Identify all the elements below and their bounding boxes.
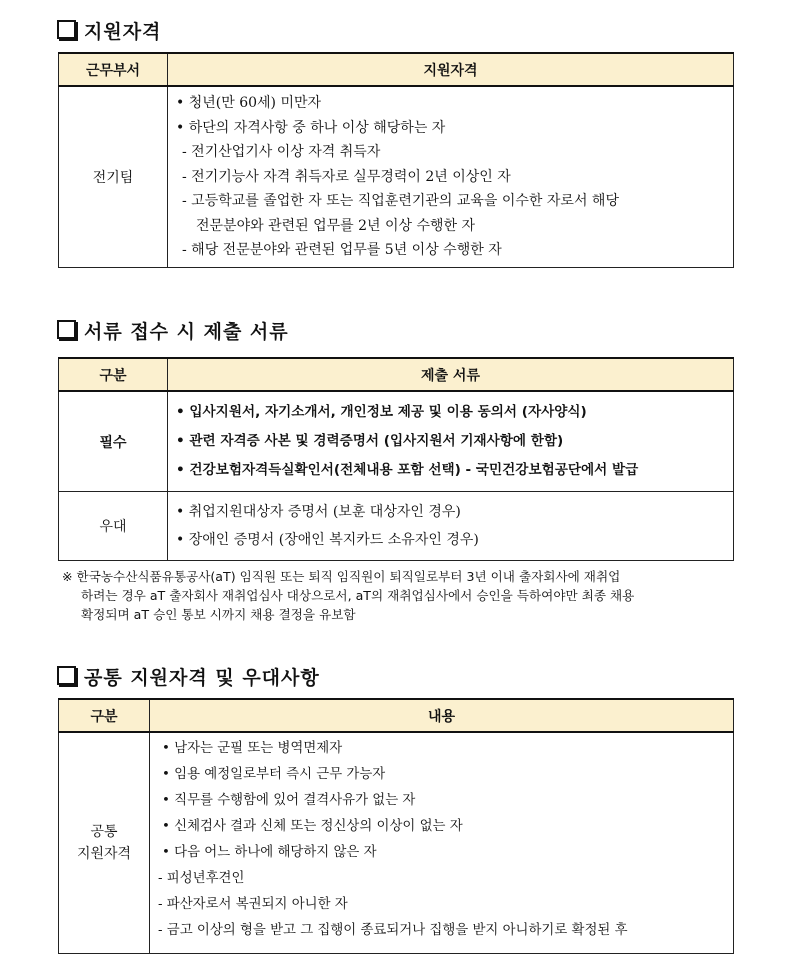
table-header-row <box>59 358 734 391</box>
list-item: • 직무를 수행함에 있어 결격사유가 없는 자 <box>162 793 416 808</box>
section-title-text: 서류 접수 시 제출 서류 <box>84 321 289 343</box>
preferred-docs-cell <box>168 492 734 561</box>
list-item: • 남자는 군필 또는 병역면제자 <box>162 741 343 756</box>
list-item: • 건강보험자격득실확인서(전체내용 포함 선택) - 국민건강보험공단에서 발급 <box>176 462 639 478</box>
common-content-cell <box>150 732 734 954</box>
checkbox-square-icon <box>57 20 76 39</box>
reemployment-note <box>62 567 634 624</box>
list-item: • 입사지원서, 자기소개서, 개인정보 제공 및 이용 동의서 (자사양식) <box>176 404 587 420</box>
list-item: • 하단의 자격사항 중 하나 이상 해당하는 자 <box>176 119 446 136</box>
col-header-content: 내용 <box>150 699 734 732</box>
checkbox-square-icon <box>57 320 76 339</box>
note-line: ※ 한국농수산식품유통공사(aT) 임직원 또는 퇴직 임직원이 퇴직일로부터 3년 이내 출자회사에 재취업 <box>62 569 621 584</box>
table-row <box>59 86 734 268</box>
required-docs-cell <box>168 391 734 492</box>
col-header-qualification: 지원자격 <box>168 53 734 86</box>
list-item: - 전기산업기사 이상 자격 취득자 <box>182 144 381 161</box>
qualification-cell <box>168 86 734 268</box>
list-item: - 전기기능사 자격 취득자로 실무경력이 2년 이상인 자 <box>182 168 511 185</box>
list-item: • 장애인 증명서 (장애인 복지카드 소유자인 경우) <box>176 532 479 548</box>
list-item-continuation: 전문분야와 관련된 업무를 2년 이상 수행한 자 <box>196 217 476 234</box>
common-label-cell <box>59 732 150 954</box>
table-header-row <box>59 53 734 86</box>
required-label: 필수 <box>59 391 168 492</box>
col-header-category: 구분 <box>59 699 150 732</box>
section-title-documents <box>57 317 289 344</box>
table-header-row <box>59 699 734 732</box>
col-header-category: 구분 <box>59 358 168 391</box>
table-row-preferred <box>59 492 734 561</box>
list-item: • 임용 예정일로부터 즉시 근무 가능자 <box>162 767 386 782</box>
table-row-required <box>59 391 734 492</box>
common-label-line: 공통 <box>90 824 118 840</box>
section-title-text: 지원자격 <box>84 21 162 43</box>
section-title-qualifications <box>57 17 161 44</box>
note-line: 확정되며 aT 승인 통보 시까지 채용 결정을 유보함 <box>81 607 356 622</box>
list-item: • 청년(만 60세) 미만자 <box>176 95 322 112</box>
common-qualifications-table <box>58 698 734 954</box>
list-item: - 금고 이상의 형을 받고 그 집행이 종료되거나 집행을 받지 아니하기로 확정된 후 <box>158 923 628 938</box>
qualifications-table <box>58 52 734 268</box>
table-row <box>59 732 734 954</box>
list-item: • 관련 자격증 사본 및 경력증명서 (입사지원서 기재사항에 한함) <box>176 433 564 449</box>
col-header-documents: 제출 서류 <box>168 358 734 391</box>
col-header-dept: 근무부서 <box>59 53 168 86</box>
note-line: 하려는 경우 aT 출자회사 재취업심사 대상으로서, aT의 재취업심사에서 승인을 득하여야만 최종 채용 <box>81 588 635 603</box>
list-item: - 파산자로서 복권되지 아니한 자 <box>158 897 348 912</box>
common-label-line: 지원자격 <box>76 846 132 862</box>
list-item: • 취업지원대상자 증명서 (보훈 대상자인 경우) <box>176 504 461 520</box>
checkbox-square-icon <box>57 666 76 685</box>
preferred-label: 우대 <box>59 492 168 561</box>
list-item: - 해당 전문분야와 관련된 업무를 5년 이상 수행한 자 <box>182 242 502 259</box>
list-item: • 신체검사 결과 신체 또는 정신상의 이상이 없는 자 <box>162 819 463 834</box>
list-item: • 다음 어느 하나에 해당하지 않은 자 <box>162 845 377 860</box>
list-item: - 고등학교를 졸업한 자 또는 직업훈련기관의 교육을 이수한 자로서 해당 <box>182 193 619 210</box>
section-title-text: 공통 지원자격 및 우대사항 <box>84 667 320 689</box>
dept-cell: 전기팀 <box>59 86 168 268</box>
list-item: - 피성년후견인 <box>158 871 245 886</box>
section-title-common-qualifications <box>57 663 320 690</box>
documents-table <box>58 357 734 561</box>
